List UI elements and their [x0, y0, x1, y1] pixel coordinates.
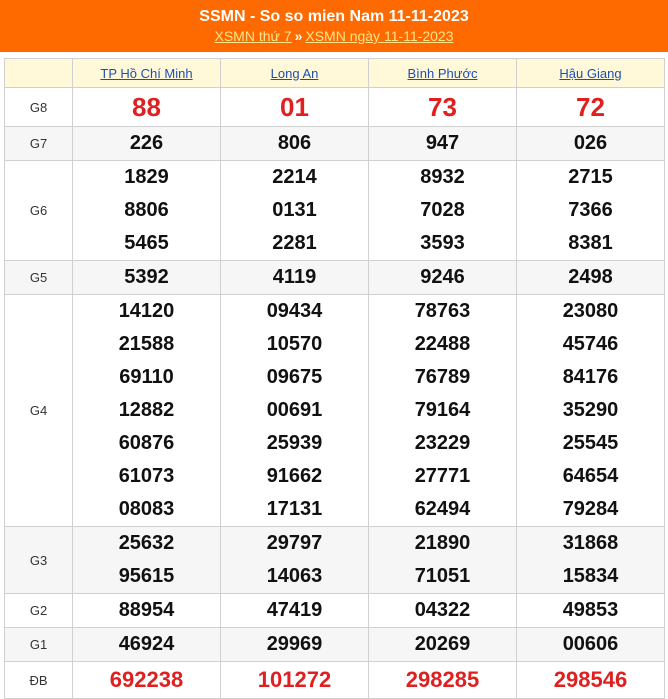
prize-label: G7 [5, 127, 73, 161]
result-cell [73, 527, 221, 594]
result-number: 14063 [266, 565, 323, 587]
result-cell [73, 261, 221, 295]
province-header [517, 59, 665, 88]
result-number: 35290 [562, 399, 619, 421]
result-number: 12882 [118, 399, 175, 421]
prize-row [5, 594, 665, 628]
result-number: 7028 [420, 199, 465, 221]
prize-row [5, 161, 665, 261]
result-cell [369, 628, 517, 662]
result-cell [517, 628, 665, 662]
prize-label: G1 [5, 628, 73, 662]
result-cell [517, 295, 665, 527]
result-cell [73, 662, 221, 699]
result-cell [73, 88, 221, 127]
breadcrumb [0, 27, 668, 45]
result-number: 15834 [562, 565, 619, 587]
result-number: 01 [280, 92, 309, 122]
result-number: 00691 [266, 399, 323, 421]
result-cell [517, 161, 665, 261]
result-cell [369, 161, 517, 261]
prize-label: G5 [5, 261, 73, 295]
result-number: 23080 [562, 300, 619, 322]
result-number: 17131 [266, 498, 323, 520]
prize-row [5, 295, 665, 527]
result-cell [517, 127, 665, 161]
result-number: 20269 [414, 633, 471, 655]
result-number: 29969 [266, 633, 323, 655]
result-number: 23229 [414, 432, 471, 454]
result-cell [221, 527, 369, 594]
result-number: 46924 [118, 633, 175, 655]
result-cell [517, 261, 665, 295]
result-number: 21890 [414, 532, 471, 554]
result-cell [369, 261, 517, 295]
result-number: 25939 [266, 432, 323, 454]
result-number: 101272 [257, 667, 332, 692]
result-cell [221, 261, 369, 295]
prize-label: G8 [5, 88, 73, 127]
result-cell [369, 295, 517, 527]
result-number: 79164 [414, 399, 471, 421]
result-number: 2498 [568, 266, 613, 288]
prize-label: G4 [5, 295, 73, 527]
prize-label: G3 [5, 527, 73, 594]
result-number: 226 [129, 132, 164, 154]
result-number: 10570 [266, 333, 323, 355]
result-cell [221, 127, 369, 161]
prize-row [5, 261, 665, 295]
result-number: 84176 [562, 366, 619, 388]
result-number: 79284 [562, 498, 619, 520]
result-number: 21588 [118, 333, 175, 355]
result-cell [73, 594, 221, 628]
result-number: 806 [277, 132, 312, 154]
result-number: 88954 [118, 599, 175, 621]
result-cell [369, 127, 517, 161]
breadcrumb-separator: » [294, 28, 303, 44]
result-number: 27771 [414, 465, 471, 487]
xsmn-weekday-link[interactable]: XSMN thứ 7 [214, 28, 292, 44]
result-number: 47419 [266, 599, 323, 621]
result-cell [221, 662, 369, 699]
result-number: 04322 [414, 599, 471, 621]
result-number: 49853 [562, 599, 619, 621]
result-number: 88 [132, 92, 161, 122]
result-number: 69110 [119, 366, 174, 388]
result-cell [517, 594, 665, 628]
province-link-long-an[interactable]: Long An [270, 65, 319, 81]
result-number: 09434 [266, 300, 323, 322]
result-cell [221, 88, 369, 127]
result-cell [73, 161, 221, 261]
result-number: 76789 [414, 366, 471, 388]
result-number: 29797 [266, 532, 323, 554]
result-number: 2281 [272, 232, 317, 254]
result-number: 1829 [124, 166, 169, 188]
page-title: SSMN - So so mien Nam 11-11-2023 [199, 8, 469, 25]
result-number: 95615 [118, 565, 175, 587]
result-number: 0131 [272, 199, 317, 221]
province-link-binh-phuoc[interactable]: Bình Phước [407, 65, 478, 81]
result-number: 25545 [562, 432, 619, 454]
province-header-row [5, 59, 665, 88]
result-cell [73, 628, 221, 662]
results-table [4, 58, 665, 699]
result-number: 62494 [414, 498, 471, 520]
result-number: 60876 [118, 432, 175, 454]
result-cell [369, 527, 517, 594]
province-link-hau-giang[interactable]: Hậu Giang [559, 65, 622, 81]
result-number: 5465 [124, 232, 169, 254]
result-number: 91662 [266, 465, 323, 487]
result-number: 22488 [414, 333, 471, 355]
province-header [369, 59, 517, 88]
result-number: 8932 [420, 166, 465, 188]
province-header [73, 59, 221, 88]
result-number: 64654 [562, 465, 619, 487]
result-number: 3593 [420, 232, 465, 254]
prize-row [5, 527, 665, 594]
prize-label: ĐB [5, 662, 73, 699]
province-header [221, 59, 369, 88]
result-cell [369, 662, 517, 699]
result-number: 692238 [109, 667, 184, 692]
result-number: 61073 [118, 465, 175, 487]
result-cell [221, 161, 369, 261]
prize-row [5, 127, 665, 161]
result-number: 31868 [562, 532, 619, 554]
result-number: 2715 [568, 166, 613, 188]
result-number: 78763 [414, 300, 471, 322]
result-cell [517, 662, 665, 699]
result-number: 71051 [414, 565, 471, 587]
result-number: 4119 [272, 266, 317, 288]
result-number: 09675 [266, 366, 323, 388]
result-cell [517, 88, 665, 127]
result-number: 00606 [562, 633, 619, 655]
province-link-tp-ho-chi-minh[interactable]: TP Hồ Chí Minh [100, 65, 193, 81]
result-cell [369, 594, 517, 628]
result-number: 45746 [562, 333, 619, 355]
result-cell [369, 88, 517, 127]
result-cell [221, 628, 369, 662]
result-cell [73, 127, 221, 161]
result-number: 947 [425, 132, 460, 154]
prize-row [5, 88, 665, 127]
result-number: 25632 [118, 532, 175, 554]
prize-row [5, 628, 665, 662]
result-cell [517, 527, 665, 594]
result-number: 72 [576, 92, 605, 122]
result-number: 298546 [553, 667, 628, 692]
result-number: 5392 [124, 266, 169, 288]
xsmn-date-link[interactable]: XSMN ngày 11-11-2023 [305, 28, 454, 44]
result-cell [221, 594, 369, 628]
result-cell [221, 295, 369, 527]
page-header [0, 0, 668, 52]
result-number: 8806 [124, 199, 169, 221]
result-number: 9246 [420, 266, 465, 288]
prize-label: G6 [5, 161, 73, 261]
result-cell [73, 295, 221, 527]
result-number: 73 [428, 92, 457, 122]
result-number: 026 [573, 132, 608, 154]
result-number: 298285 [405, 667, 480, 692]
result-number: 7366 [568, 199, 613, 221]
results-body [5, 88, 665, 699]
corner-cell [5, 59, 73, 88]
result-number: 14120 [118, 300, 175, 322]
result-number: 08083 [118, 498, 175, 520]
prize-label: G2 [5, 594, 73, 628]
result-number: 8381 [568, 232, 613, 254]
prize-row [5, 662, 665, 699]
result-number: 2214 [272, 166, 317, 188]
